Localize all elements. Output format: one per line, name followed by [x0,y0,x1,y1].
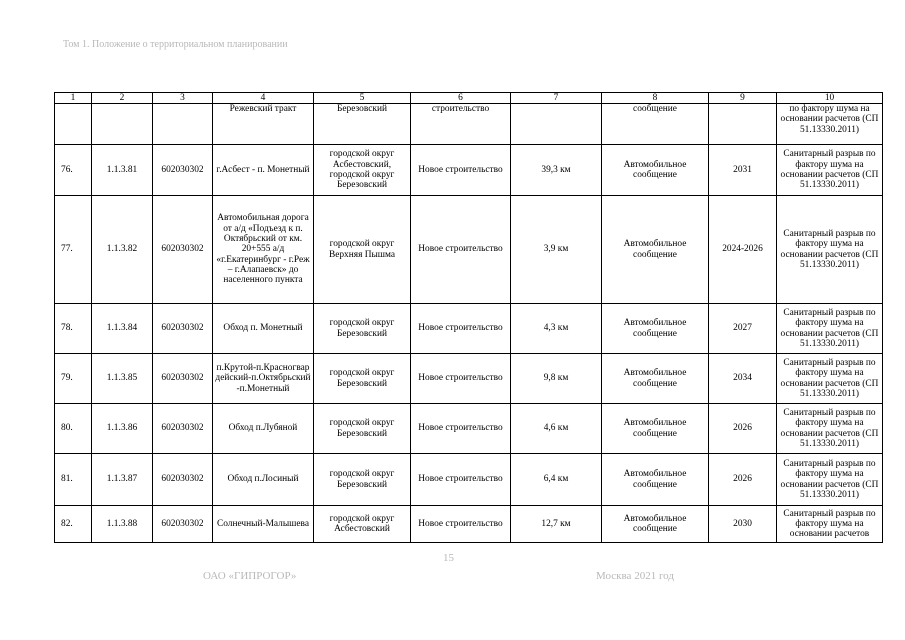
page-number: 15 [443,552,454,564]
table-row [55,145,883,196]
planning-table [54,92,883,543]
table-row [55,304,883,354]
row-length: 12,7 км [511,506,602,543]
row-location: городской округ Березовский [314,404,411,454]
row-type: Новое строительство [411,454,511,506]
row-zone: Санитарный разрыв по фактору шума на основании расчетов (СП 51.13330.2011) [777,354,883,404]
row-length: 39,3 км [511,145,602,196]
row-name: Обход п.Лосиный [213,454,314,506]
row-length: 4,6 км [511,404,602,454]
header-row [55,93,883,104]
table-cell [153,104,213,145]
row-name: Обход п. Монетный [213,304,314,354]
row-zone: Санитарный разрыв по фактору шума на основании расчетов (СП 51.13330.2011) [777,304,883,354]
row-number: 82. [55,506,92,543]
row-year: 2026 [709,404,777,454]
row-number: 78. [55,304,92,354]
row-zone: Санитарный разрыв по фактору шума на основании расчетов (СП 51.13330.2011) [777,454,883,506]
column-header: 10 [777,93,883,104]
row-kod: 602030302 [153,354,213,404]
table-row [55,354,883,404]
row-kod: 602030302 [153,196,213,304]
row-length: 4,3 км [511,304,602,354]
table-cell: по фактору шума на основании расчетов (СП 51.13330.2011) [777,104,883,145]
table-cell: строительство [411,104,511,145]
row-location: городской округ Асбестовский, городской округ Березовский [314,145,411,196]
row-name: г.Асбест - п. Монетный [213,145,314,196]
row-category: Автомобильное сообщение [602,304,709,354]
column-header: 5 [314,93,411,104]
table-cell [511,104,602,145]
row-code: 1.1.3.85 [92,354,153,404]
column-header: 9 [709,93,777,104]
row-number: 77. [55,196,92,304]
row-year: 2026 [709,454,777,506]
row-number: 79. [55,354,92,404]
column-header: 6 [411,93,511,104]
row-year: 2034 [709,354,777,404]
table-cell: Режевский тракт [213,104,314,145]
row-code: 1.1.3.87 [92,454,153,506]
row-kod: 602030302 [153,506,213,543]
row-zone: Санитарный разрыв по фактору шума на основании расчетов (СП 51.13330.2011) [777,145,883,196]
table-row [55,404,883,454]
column-header: 7 [511,93,602,104]
table-row [55,454,883,506]
row-location: городской округ Березовский [314,454,411,506]
row-kod: 602030302 [153,454,213,506]
row-type: Новое строительство [411,196,511,304]
row-location: городской округ Березовский [314,354,411,404]
table-row [55,506,883,543]
row-code: 1.1.3.88 [92,506,153,543]
row-name: п.Крутой-п.Красногвардейский-п.Октябрьский-п.Монетный [213,354,314,404]
table-cell: Березовский [314,104,411,145]
row-category: Автомобильное сообщение [602,196,709,304]
row-code: 1.1.3.81 [92,145,153,196]
table-cell [92,104,153,145]
row-number: 80. [55,404,92,454]
row-type: Новое строительство [411,354,511,404]
row-type: Новое строительство [411,506,511,543]
row-location: городской округ Асбестовский [314,506,411,543]
page-header: Том 1. Положение о территориальном планировании [63,39,288,50]
row-zone: Санитарный разрыв по фактору шума на основании расчетов (СП 51.13330.2011) [777,196,883,304]
row-category: Автомобильное сообщение [602,404,709,454]
table-row [55,196,883,304]
table-row-continuation [55,104,883,145]
row-name: Обход п.Лубяной [213,404,314,454]
row-number: 76. [55,145,92,196]
row-type: Новое строительство [411,404,511,454]
table-cell [709,104,777,145]
row-kod: 602030302 [153,304,213,354]
row-kod: 602030302 [153,145,213,196]
row-number: 81. [55,454,92,506]
footer-organization: ОАО «ГИПРОГОР» [203,570,297,582]
row-length: 9,8 км [511,354,602,404]
row-category: Автомобильное сообщение [602,506,709,543]
row-year: 2031 [709,145,777,196]
row-kod: 602030302 [153,404,213,454]
row-name: Солнечный-Малышева [213,506,314,543]
column-header: 4 [213,93,314,104]
row-code: 1.1.3.84 [92,304,153,354]
row-location: городской округ Березовский [314,304,411,354]
row-type: Новое строительство [411,304,511,354]
column-header: 1 [55,93,92,104]
row-zone: Санитарный разрыв по фактору шума на основании расчетов [777,506,883,543]
column-header: 2 [92,93,153,104]
footer-city-year: Москва 2021 год [596,570,674,582]
column-header: 3 [153,93,213,104]
row-length: 6,4 км [511,454,602,506]
row-length: 3,9 км [511,196,602,304]
row-zone: Санитарный разрыв по фактору шума на основании расчетов (СП 51.13330.2011) [777,404,883,454]
row-year: 2024-2026 [709,196,777,304]
row-category: Автомобильное сообщение [602,454,709,506]
row-location: городской округ Верхняя Пышма [314,196,411,304]
column-header: 8 [602,93,709,104]
table-cell [55,104,92,145]
row-code: 1.1.3.82 [92,196,153,304]
row-type: Новое строительство [411,145,511,196]
row-name: Автомобильная дорога от а/д «Подъезд к п. Октябрьский от км. 20+555 а/д «г.Екатеринбург - г.Реж – г.Алапаевск» до населенного пункта [213,196,314,304]
row-category: Автомобильное сообщение [602,354,709,404]
row-year: 2027 [709,304,777,354]
table-cell: сообщение [602,104,709,145]
row-category: Автомобильное сообщение [602,145,709,196]
row-year: 2030 [709,506,777,543]
row-code: 1.1.3.86 [92,404,153,454]
